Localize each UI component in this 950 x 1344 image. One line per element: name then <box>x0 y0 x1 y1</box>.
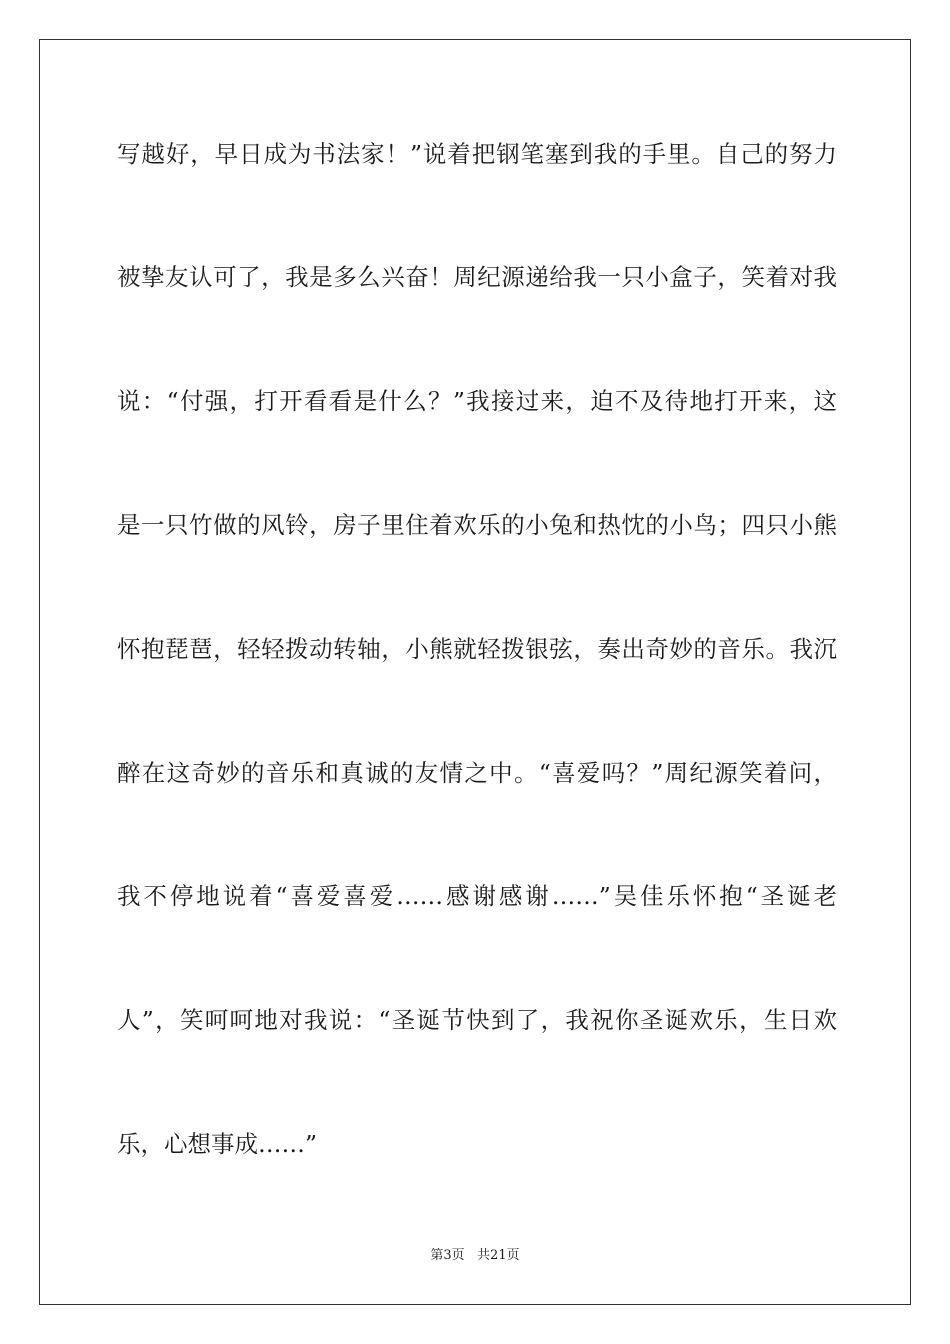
page-number-footer: 第3页 共21页 <box>430 1248 520 1263</box>
body-text-line-last: 乐，心想事成……” <box>117 1130 318 1158</box>
body-text-line: 是一只竹做的风铃，房子里住着欢乐的小兔和热忱的小鸟；四只小熊 <box>117 511 837 539</box>
body-text-line: 怀抱琵琶，轻轻拨动转轴，小熊就轻拨银弦，奏出奇妙的音乐。我沉 <box>117 635 837 663</box>
body-text-line: 写越好，早日成为书法家！”说着把钢笔塞到我的手里。自己的努力 <box>117 140 837 168</box>
body-text-line: 醉在这奇妙的音乐和真诚的友情之中。“喜爱吗？”周纪源笑着问， <box>117 759 837 787</box>
body-text-line: 人”，笑呵呵地对我说：“圣诞节快到了，我祝你圣诞欢乐，生日欢 <box>117 1006 837 1034</box>
body-text-line: 我不停地说着“喜爱喜爱……感谢感谢……”吴佳乐怀抱“圣诞老 <box>117 882 837 910</box>
body-text-line: 被挚友认可了，我是多么兴奋！周纪源递给我一只小盒子，笑着对我 <box>117 263 837 291</box>
page-frame <box>39 39 911 1305</box>
body-text-line: 说：“付强，打开看看是什么？”我接过来，迫不及待地打开来，这 <box>117 387 837 415</box>
